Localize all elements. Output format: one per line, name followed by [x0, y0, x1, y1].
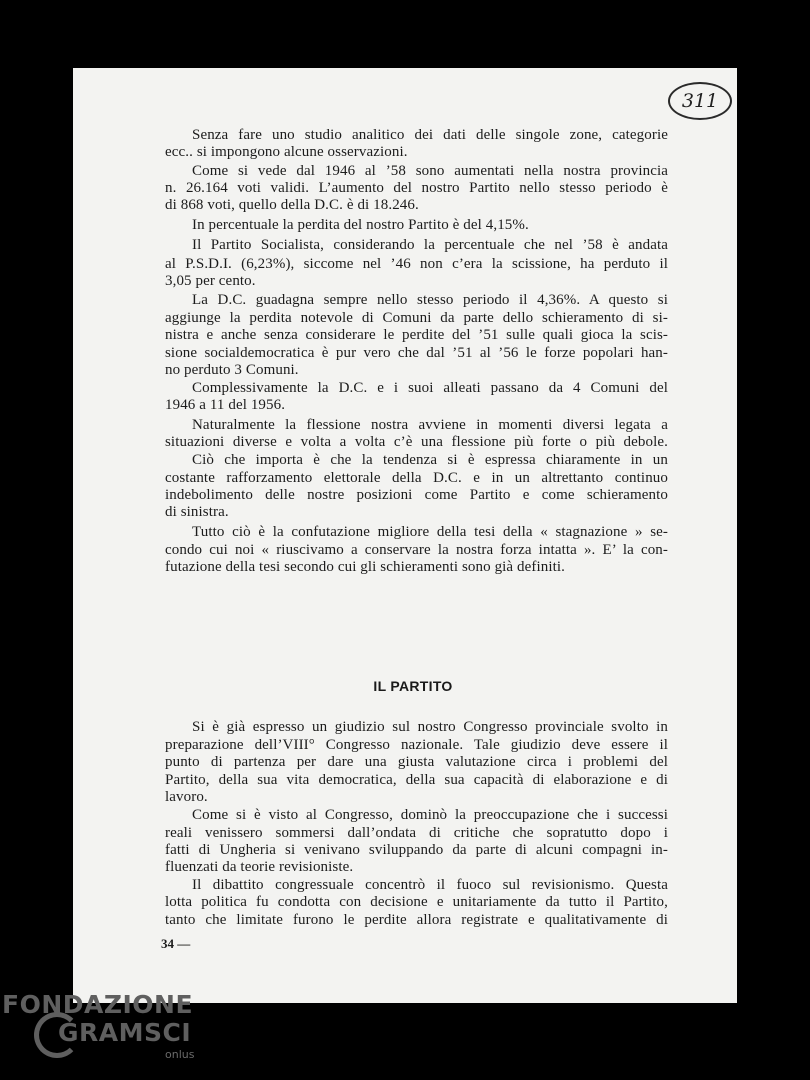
text-line: condo cui noi « riuscivamo a conservare la nostra forza intatta ». E’ la con-	[165, 542, 668, 558]
text-line: futazione della tesi secondo cui gli schieramenti sono già definiti.	[165, 559, 566, 575]
text-line: nistra e anche senza considerare le perdite del ’51 sulle quali gioca la scis-	[165, 327, 668, 343]
text-line: 3,05 per cento.	[165, 273, 256, 289]
text-line: Il dibattito congressuale concentrò il fuoco sul revisionismo. Questa	[192, 877, 668, 893]
text-line: Partito, della sua vita democratica, della sua capacità di elaborazione e di	[165, 772, 668, 788]
text-line: Tutto ciò è la confutazione migliore della tesi della « stagnazione » se-	[192, 524, 668, 540]
text-line: ecc.. si impongono alcune osservazioni.	[165, 144, 408, 160]
text-line: 1946 a 11 del 1956.	[165, 397, 286, 413]
text-line: In percentuale la perdita del nostro Partito è del 4,15%.	[192, 217, 529, 233]
text-line: situazioni diverse e volta a volta c’è una flessione più forte o più debole.	[165, 434, 668, 450]
watermark-onlus-text: onlus	[165, 1048, 195, 1061]
text-line: Ciò che importa è che la tendenza si è espressa chiaramente in un	[192, 452, 668, 468]
text-line: punto di partenza per dare una giusta valutazione circa i problemi del	[165, 754, 668, 770]
text-line: di 868 voti, quello della D.C. è di 18.246.	[165, 197, 419, 213]
page-number: 34 —	[161, 936, 191, 951]
text-line: Complessivamente la D.C. e i suoi alleati passano da 4 Comuni del	[192, 380, 668, 396]
text-line: fatti di Ungheria si venivano sviluppando da parte di alcuni compagni in-	[165, 842, 668, 858]
text-line: reali venissero sommersi dall’ondata di critiche che sopratutto dopo i	[165, 825, 668, 841]
text-line: Si è già espresso un giudizio sul nostro Congresso provinciale svolto in	[192, 719, 668, 735]
text-line: Senza fare uno studio analitico dei dati delle singole zone, categorie	[192, 127, 668, 143]
text-line: lavoro.	[165, 789, 208, 805]
section-heading: IL PARTITO	[373, 678, 453, 694]
text-line: Come si è visto al Congresso, dominò la preoccupazione che i successi	[192, 807, 668, 823]
text-line: n. 26.164 voti validi. L’aumento del nostro Partito nello stesso periodo è	[165, 180, 668, 196]
text-line: preparazione dell’VIII° Congresso nazionale. Tale giudizio deve essere il	[165, 737, 668, 753]
text-line: no perduto 3 Comuni.	[165, 362, 299, 378]
text-line: fluenzati da teorie revisioniste.	[165, 859, 354, 875]
watermark-gramsci-text: GRAMSCI	[58, 1018, 192, 1047]
text-line: Come si vede dal 1946 al ’58 sono aumentati nella nostra provincia	[192, 163, 668, 179]
text-line: La D.C. guadagna sempre nello stesso periodo il 4,36%. A questo si	[192, 292, 668, 308]
text-line: Naturalmente la flessione nostra avviene in momenti diversi legata a	[192, 417, 668, 433]
handwritten-page-annotation: 311	[668, 82, 732, 120]
text-line: costante rafforzamento elettorale della D.C. e in un altrettanto continuo	[165, 470, 668, 486]
text-line: indebolimento delle nostre posizioni come Partito e come schieramento	[165, 487, 668, 503]
text-line: lotta politica fu condotta con decisione e unitariamente da tutto il Partito,	[165, 894, 668, 910]
watermark-foundation-text: FONDAZIONE	[2, 990, 194, 1019]
text-line: Il Partito Socialista, considerando la percentuale che nel ’58 è andata	[192, 237, 668, 253]
text-line: tanto che limitate furono le perdite allora registrate e qualitativamente di	[165, 912, 668, 928]
text-line: al P.S.D.I. (6,23%), siccome nel ’46 non c’era la scissione, ha perduto il	[165, 256, 668, 272]
text-line: aggiunge la perdita notevole di Comuni da parte dello schieramento di si-	[165, 310, 668, 326]
text-line: sione socialdemocratica è pur vero che dal ’51 al ’56 le forze popolari han-	[165, 345, 668, 361]
text-line: di sinistra.	[165, 504, 229, 520]
